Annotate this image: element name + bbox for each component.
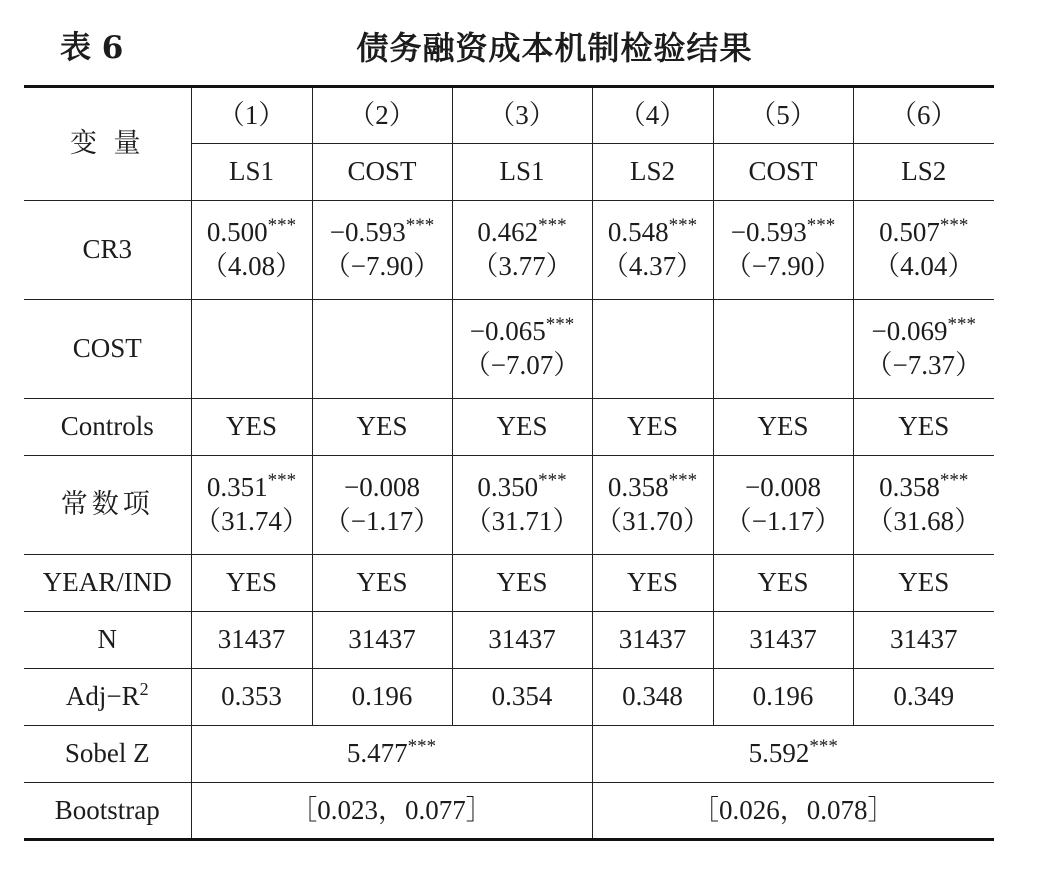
coefficient-cell (452, 456, 592, 555)
coefficient-cell (452, 201, 592, 300)
coefficient-cell (452, 300, 592, 399)
row-label-text: Adj−R (65, 681, 140, 712)
t-statistic: （4.37） (601, 251, 704, 281)
t-statistic: （−1.17） (724, 506, 842, 536)
row-label: CR3 (24, 201, 191, 300)
significance-stars: *** (947, 314, 976, 336)
coefficient: −0.065 (469, 316, 546, 347)
bootstrap-right-interval: ［0.026，0.078］ (592, 783, 994, 840)
coefficient: 0.462 (477, 217, 539, 248)
coefficient: 0.507 (879, 217, 940, 248)
significance-stars: *** (267, 215, 297, 237)
coefficient-cell (312, 456, 452, 555)
value-cell: YES (191, 399, 312, 456)
dependent-variable: LS2 (853, 144, 994, 201)
row-label: Controls (24, 399, 191, 456)
dependent-variable: LS2 (592, 144, 713, 201)
coefficient-cell (713, 201, 853, 300)
row-label: N (24, 612, 191, 669)
significance-stars: *** (668, 470, 698, 492)
t-statistic: （3.77） (471, 251, 573, 281)
value-cell: 31437 (713, 612, 853, 669)
t-statistic: （−1.17） (323, 506, 441, 536)
empty-cell (592, 300, 713, 399)
t-statistic: （31.74） (194, 506, 309, 536)
coefficient-cell (191, 456, 312, 555)
t-statistic: （4.08） (200, 251, 303, 281)
t-statistic: （31.71） (464, 506, 580, 536)
significance-stars: *** (538, 215, 567, 237)
dependent-variable: LS1 (452, 144, 592, 201)
row-adj-r2 (24, 669, 994, 726)
significance-stars: *** (668, 215, 698, 237)
value-cell: 0.349 (853, 669, 994, 726)
value-cell: YES (713, 555, 853, 612)
results-table (24, 85, 994, 841)
t-statistic: （31.68） (866, 506, 982, 536)
row-label: 常数项 (24, 456, 191, 555)
coefficient: 0.548 (607, 217, 669, 248)
value-cell: 31437 (853, 612, 994, 669)
sobel-left-cell (191, 726, 592, 783)
significance-stars: *** (806, 215, 836, 237)
significance-stars: *** (538, 470, 567, 492)
coefficient-cell (853, 201, 994, 300)
row-n (24, 612, 994, 669)
t-statistic: （4.04） (873, 251, 975, 281)
coefficient-cell (312, 201, 452, 300)
variable-header: 变 量 (24, 87, 191, 201)
row-cost (24, 300, 994, 399)
coefficient: −0.008 (344, 472, 420, 503)
coefficient: 0.358 (879, 472, 940, 503)
coefficient: −0.593 (730, 217, 807, 248)
coefficient: 0.351 (206, 472, 268, 503)
row-label (24, 669, 191, 726)
column-number: （3） (452, 87, 592, 144)
empty-cell (312, 300, 452, 399)
sobel-value: 5.477 (346, 738, 408, 769)
value-cell: YES (312, 399, 452, 456)
coefficient-cell (592, 201, 713, 300)
significance-stars: *** (267, 470, 297, 492)
coefficient: −0.593 (329, 217, 406, 248)
coefficient-cell (191, 201, 312, 300)
value-cell: YES (592, 399, 713, 456)
value-cell: YES (191, 555, 312, 612)
significance-stars: *** (939, 215, 969, 237)
value-cell: 31437 (312, 612, 452, 669)
row-year-ind (24, 555, 994, 612)
dependent-variable: COST (713, 144, 853, 201)
row-label: Bootstrap (24, 783, 191, 840)
table-title: 债务融资成本机制检验结果 (356, 29, 753, 67)
t-statistic: （31.70） (595, 506, 710, 536)
value-cell: YES (452, 399, 592, 456)
column-number: （5） (713, 87, 853, 144)
value-cell: YES (452, 555, 592, 612)
value-cell: YES (592, 555, 713, 612)
value-cell: YES (312, 555, 452, 612)
row-label: COST (24, 300, 191, 399)
sobel-value: 5.592 (748, 738, 810, 769)
value-cell: 0.196 (312, 669, 452, 726)
row-sobel-z (24, 726, 994, 783)
value-cell: 31437 (452, 612, 592, 669)
coefficient: 0.350 (477, 472, 539, 503)
coefficient: 0.500 (206, 217, 268, 248)
coefficient: 0.358 (607, 472, 669, 503)
value-cell: 0.353 (191, 669, 312, 726)
dependent-variable: LS1 (191, 144, 312, 201)
header-row-column-numbers (24, 87, 994, 144)
value-cell: YES (713, 399, 853, 456)
coefficient-cell (853, 456, 994, 555)
row-label-superscript: 2 (139, 679, 149, 700)
t-statistic: （−7.37） (865, 350, 982, 380)
value-cell: 0.354 (452, 669, 592, 726)
t-statistic: （−7.90） (323, 251, 441, 281)
row-bootstrap (24, 783, 994, 840)
significance-stars: *** (939, 470, 969, 492)
row-controls (24, 399, 994, 456)
coefficient-cell (853, 300, 994, 399)
significance-stars: *** (809, 736, 838, 758)
value-cell: 31437 (191, 612, 312, 669)
significance-stars: *** (545, 314, 575, 336)
value-cell: 0.348 (592, 669, 713, 726)
column-number: （6） (853, 87, 994, 144)
t-statistic: （−7.90） (724, 251, 842, 281)
significance-stars: *** (407, 736, 437, 758)
column-number: （2） (312, 87, 452, 144)
value-cell: 0.196 (713, 669, 853, 726)
t-statistic: （−7.07） (463, 350, 581, 380)
significance-stars: *** (405, 215, 435, 237)
column-number: （4） (592, 87, 713, 144)
value-cell: YES (853, 555, 994, 612)
dependent-variable: COST (312, 144, 452, 201)
coefficient-cell (592, 456, 713, 555)
coefficient: −0.069 (871, 316, 948, 347)
row-constant (24, 456, 994, 555)
value-cell: YES (853, 399, 994, 456)
empty-cell (713, 300, 853, 399)
value-cell: 31437 (592, 612, 713, 669)
table-caption (0, 26, 1049, 76)
row-cr3 (24, 201, 994, 300)
coefficient: −0.008 (745, 472, 821, 503)
coefficient-cell (713, 456, 853, 555)
table-number: 表 6 (60, 30, 124, 66)
sobel-right-cell (592, 726, 994, 783)
column-number: （1） (191, 87, 312, 144)
empty-cell (191, 300, 312, 399)
row-label: Sobel Z (24, 726, 191, 783)
bootstrap-left-interval: ［0.023，0.077］ (191, 783, 592, 840)
row-label: YEAR/IND (24, 555, 191, 612)
